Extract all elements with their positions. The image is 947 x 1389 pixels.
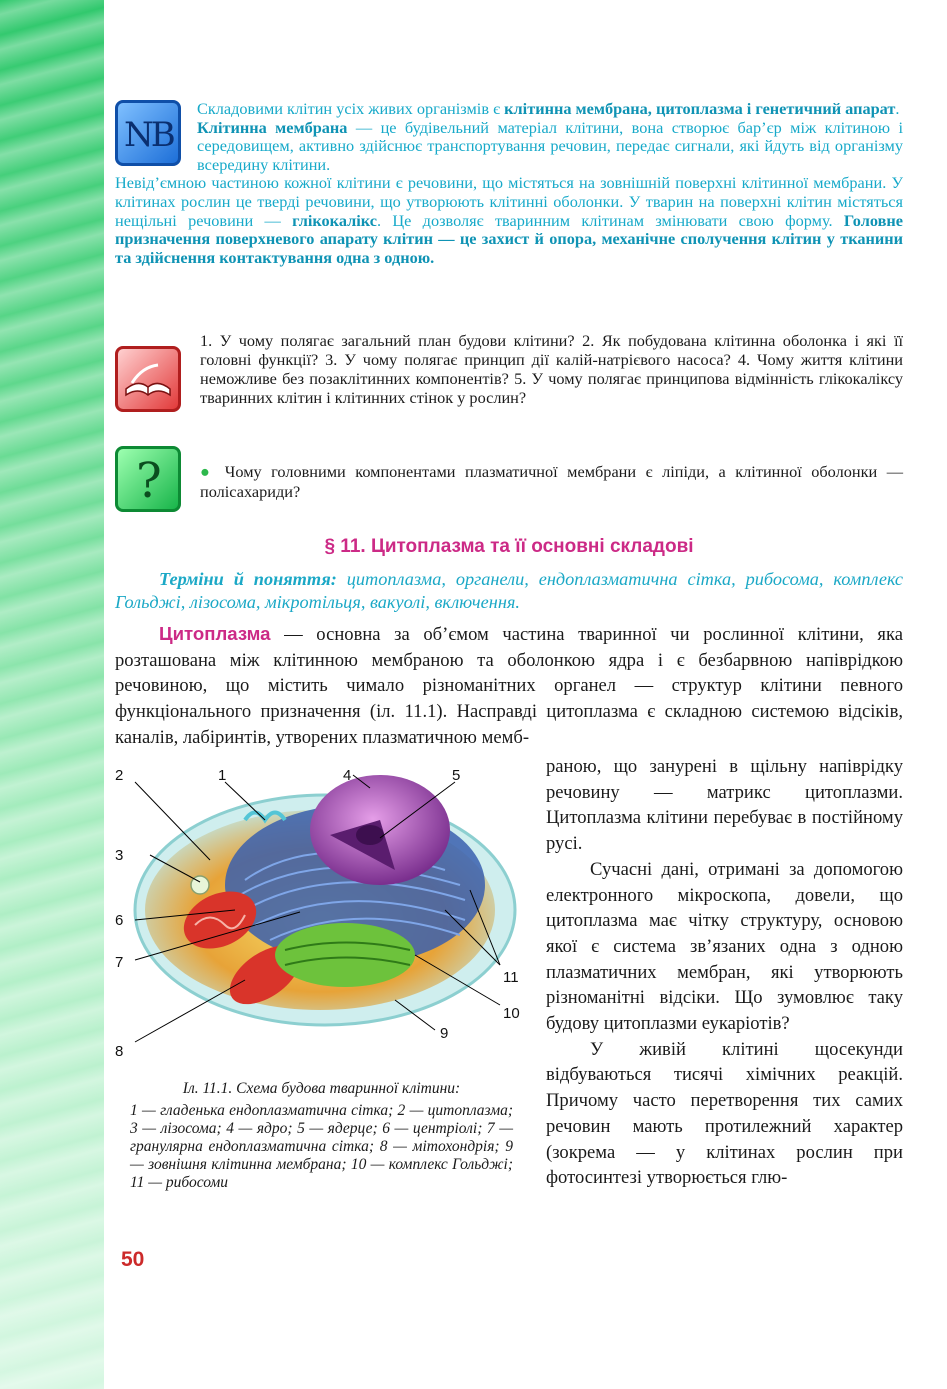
book-icon <box>115 346 181 412</box>
decorative-side-band <box>0 0 104 1389</box>
figure-label-10: 10 <box>503 1005 520 1022</box>
figure-label-6: 6 <box>115 912 124 929</box>
question-mark-icon: ? <box>115 446 181 512</box>
nb-icon: NB <box>115 100 181 166</box>
nb-note: Складовими клітин усіх живих організмів є клітинна мембрана, цитоплазма і генетичний апарат. Клітинна мембрана — це будівельний матеріал клітини, вона створює бар’єр між клітиною і середовищем, активно здійснює транспортування речовин, передає сигнали, які йдуть від організму всередину клітини. Невід’ємною частиною кожної клітини є речовини, що містяться на зовнішній поверхні клітинної мембрани. У клітинах рослин це тверді речовини, що утворюють клітинні оболонки. У тварин на поверхні клітин містяться нещільні речовини — глікокалікс. Це дозволяє тваринним клітинам змінювати свою форму. Головне призначення поверхневого апарату клітин — це захист й опора, механічне сполучення клітин у тканини та здійснення контактування одна з одною. <box>115 99 903 267</box>
figure-label-7: 7 <box>115 954 124 971</box>
page-number: 50 <box>121 1248 145 1271</box>
think-question: ● Чому головними компонентами плазматичної мембрани є ліпіди, а клітинної оболонки — полісахариди? <box>200 462 903 501</box>
figure-label-1: 1 <box>218 767 227 784</box>
animal-cell-diagram <box>115 760 525 1060</box>
figure-label-4: 4 <box>343 767 352 784</box>
figure-label-2: 2 <box>115 767 124 784</box>
figure-label-3: 3 <box>115 847 124 864</box>
terms-line: Терміни й поняття: цитоплазма, органели, ендоплазматична сітка, рибосома, комплекс Гольджі, лізосома, мікротільця, вакуолі, включення. <box>115 569 903 612</box>
figure-caption: Іл. 11.1. Схема будова тваринної клітини: 1 — гладенька ендоплазматична сітка; 2 — цитоплазма; 3 — лізосома; 4 — ядро; 5 — ядерце; 6 — центріолі; 7 — гранулярна ендоплазматична сітка; 8 — мітохондрія; 9 — зовнішня клітинна мембрана; 10 — комплекс Гольджі; 11 — рибосоми <box>130 1080 513 1191</box>
figure-label-8: 8 <box>115 1043 124 1060</box>
main-paragraph: Цитоплазма — основна за об’ємом частина тваринної чи рослинної клітини, яка розташована між клітинною мембраною та оболонкою ядра і є безбарвною напіврідкою речовиною, що містить чимало різноманітних органел — структур клітини певного функціонального призначення (іл. 11.1). Насправді цитоплазма є складною системою відсіків, каналів, лабіринтів, утворених плазматичною мемб- <box>115 623 903 748</box>
figure-label-9: 9 <box>440 1025 449 1042</box>
right-column-text: раною, що занурені в щільну напіврідку речовину — матрикс цитоплазми. Цитоплазма клітини перебуває в постійному русі. Сучасні дані, отримані за допомогою електронного мікроскопа, довели, що цитоплазма має чітку структуру, основою якої є система зв’язаних одна з одною плазматичних мембран, які утворюють різноманітні відсіки. Що зумовлює таку будову цитоплазми еукаріотів? У живій клітині щосекунди відбуваються тисячі хімічних реакцій. Причому часто перетворення тих самих речовин мають протилежний характер (зокрема — у клітинах рослин при фотосинтезі утворюється глю- <box>546 756 903 1189</box>
section-heading: § 11. Цитоплазма та її основні складові <box>324 536 694 557</box>
review-questions: 1. У чому полягає загальний план будови клітини? 2. Як побудована клітинна оболонка і які її головні функції? 3. У чому полягає принцип дії калій-натрієвого насоса? 4. Чому життя клітини неможливе без позаклітинних компонентів? 5. У чому полягає принципова відмінність глікокаліксу тваринних клітин і клітинних стінок у рослин? <box>200 331 903 407</box>
figure-label-11: 11 <box>503 969 519 986</box>
figure-label-5: 5 <box>452 767 461 784</box>
bullet-icon: ● <box>200 462 216 481</box>
